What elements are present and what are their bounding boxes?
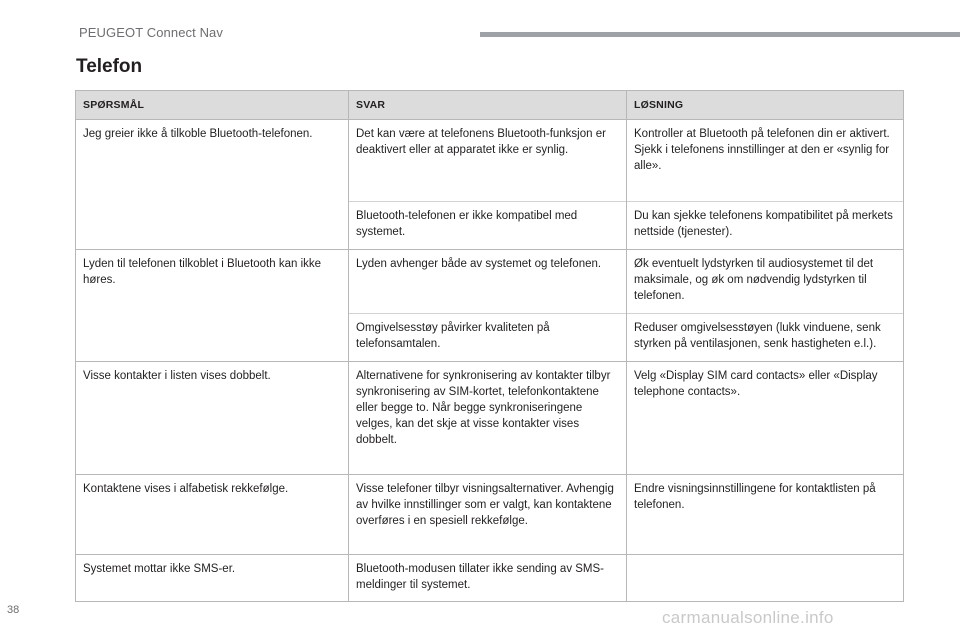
solution-cell: Reduser omgivelsesstøyen (lukk vinduene, senk styrken på ventilasjonen, senk hastigheten e.l.). bbox=[627, 314, 904, 362]
solution-cell: Øk eventuelt lydstyrken til audiosystemet til det maksimale, og øk om nødvendig lydstyrken til telefonen. bbox=[627, 250, 904, 314]
column-header-question: SPØRSMÅL bbox=[76, 91, 349, 120]
table-row bbox=[76, 362, 904, 475]
header-divider-bar bbox=[480, 32, 960, 37]
question-cell: Kontaktene vises i alfabetisk rekkefølge. bbox=[76, 475, 349, 555]
answer-cell: Det kan være at telefonens Bluetooth-funksjon er deaktivert eller at apparatet ikke er synlig. bbox=[349, 120, 627, 202]
answer-cell: Alternativene for synkronisering av kontakter tilbyr synkronisering av SIM-kortet, telefonkontaktene eller begge to. Når begge synkroniseringene velges, kan det skje at visse kontakter vises dobbelt. bbox=[349, 362, 627, 475]
question-cell: Visse kontakter i listen vises dobbelt. bbox=[76, 362, 349, 475]
table-row bbox=[76, 120, 904, 202]
manual-header-label: PEUGEOT Connect Nav bbox=[79, 25, 223, 40]
column-header-answer: SVAR bbox=[349, 91, 627, 120]
question-cell: Jeg greier ikke å tilkoble Bluetooth-telefonen. bbox=[76, 120, 349, 250]
answer-cell: Bluetooth-modusen tillater ikke sending av SMS-meldinger til systemet. bbox=[349, 555, 627, 602]
question-cell: Systemet mottar ikke SMS-er. bbox=[76, 555, 349, 602]
page-number: 38 bbox=[7, 604, 20, 616]
column-header-solution: LØSNING bbox=[627, 91, 904, 120]
table-row bbox=[76, 475, 904, 555]
answer-cell: Bluetooth-telefonen er ikke kompatibel med systemet. bbox=[349, 202, 627, 250]
solution-cell: Velg «Display SIM card contacts» eller «Display telephone contacts». bbox=[627, 362, 904, 475]
page-title: Telefon bbox=[76, 56, 143, 77]
table-row bbox=[76, 250, 904, 314]
answer-cell: Lyden avhenger både av systemet og telefonen. bbox=[349, 250, 627, 314]
answer-cell: Omgivelsesstøy påvirker kvaliteten på telefonsamtalen. bbox=[349, 314, 627, 362]
solution-cell bbox=[627, 555, 904, 602]
watermark: carmanualsonline.info bbox=[662, 608, 834, 627]
answer-cell: Visse telefoner tilbyr visningsalternativer. Avhengig av hvilke innstillinger som er valgt, kan kontaktene overføres i en spesiell rekkefølge. bbox=[349, 475, 627, 555]
table-row bbox=[76, 555, 904, 602]
table-header-row bbox=[76, 91, 904, 120]
troubleshooting-table bbox=[75, 90, 904, 602]
solution-cell: Endre visningsinnstillingene for kontaktlisten på telefonen. bbox=[627, 475, 904, 555]
solution-cell: Kontroller at Bluetooth på telefonen din er aktivert. Sjekk i telefonens innstillinger at den er «synlig for alle». bbox=[627, 120, 904, 202]
solution-cell: Du kan sjekke telefonens kompatibilitet på merkets nettside (tjenester). bbox=[627, 202, 904, 250]
question-cell: Lyden til telefonen tilkoblet i Bluetooth kan ikke høres. bbox=[76, 250, 349, 362]
